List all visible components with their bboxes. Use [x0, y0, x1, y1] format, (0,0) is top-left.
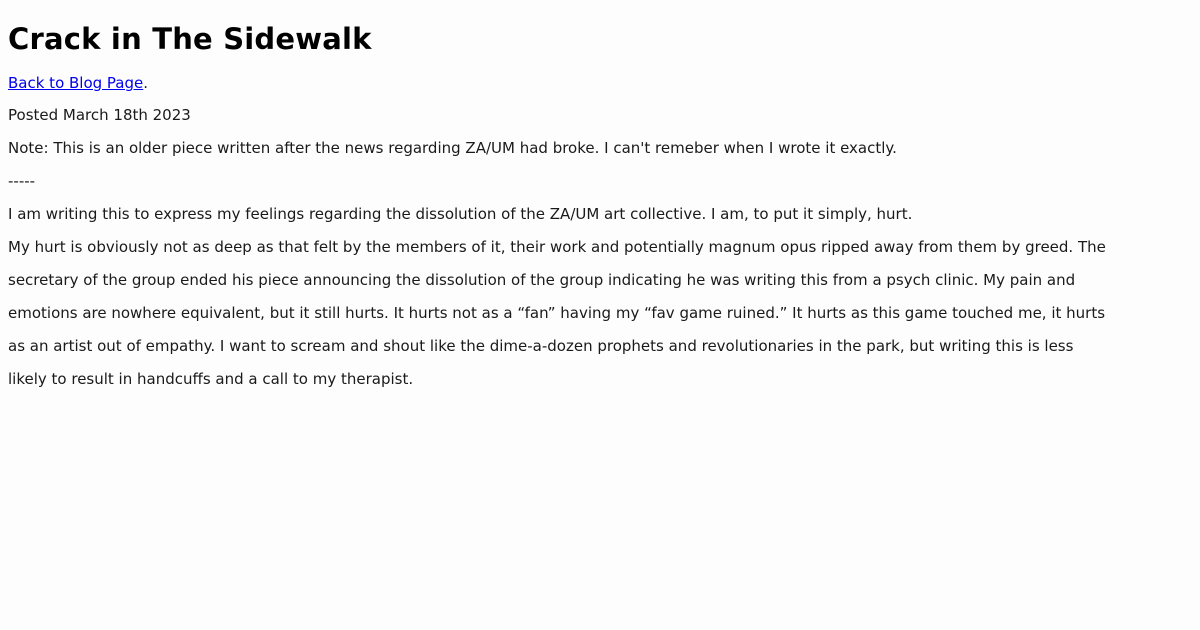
article-note: Note: This is an older piece written after the news regarding ZA/UM had broke. I can't remeber when I wrote it exactly.	[8, 139, 897, 157]
body-paragraph-1: I am writing this to express my feelings regarding the dissolution of the ZA/UM art collective. I am, to put it simply, hurt.	[8, 205, 913, 223]
text-divider: -----	[8, 172, 36, 190]
posted-date: Posted March 18th 2023	[8, 106, 191, 124]
back-link-line	[8, 67, 1108, 99]
page-title: Crack in The Sidewalk	[8, 22, 372, 56]
back-link-suffix: .	[143, 74, 149, 92]
body-paragraph-2: My hurt is obviously not as deep as that felt by the members of it, their work and potentially magnum opus ripped away from them by greed. The secretary of the group ended his piece announcing the dissolution of the group indicating he was writing this from a psych clinic. My pain and emotions are nowhere equivalent, but it still hurts. It hurts not as a “fan” having my “fav game ruined.” It hurts as this game touched me, it hurts as an artist out of empathy. I want to scream and shout like the dime-a-dozen prophets and revolutionaries in the park, but writing this is less likely to result in handcuffs and a call to my therapist.	[8, 238, 1106, 388]
back-to-blog-link[interactable]: Back to Blog Page	[8, 74, 144, 92]
